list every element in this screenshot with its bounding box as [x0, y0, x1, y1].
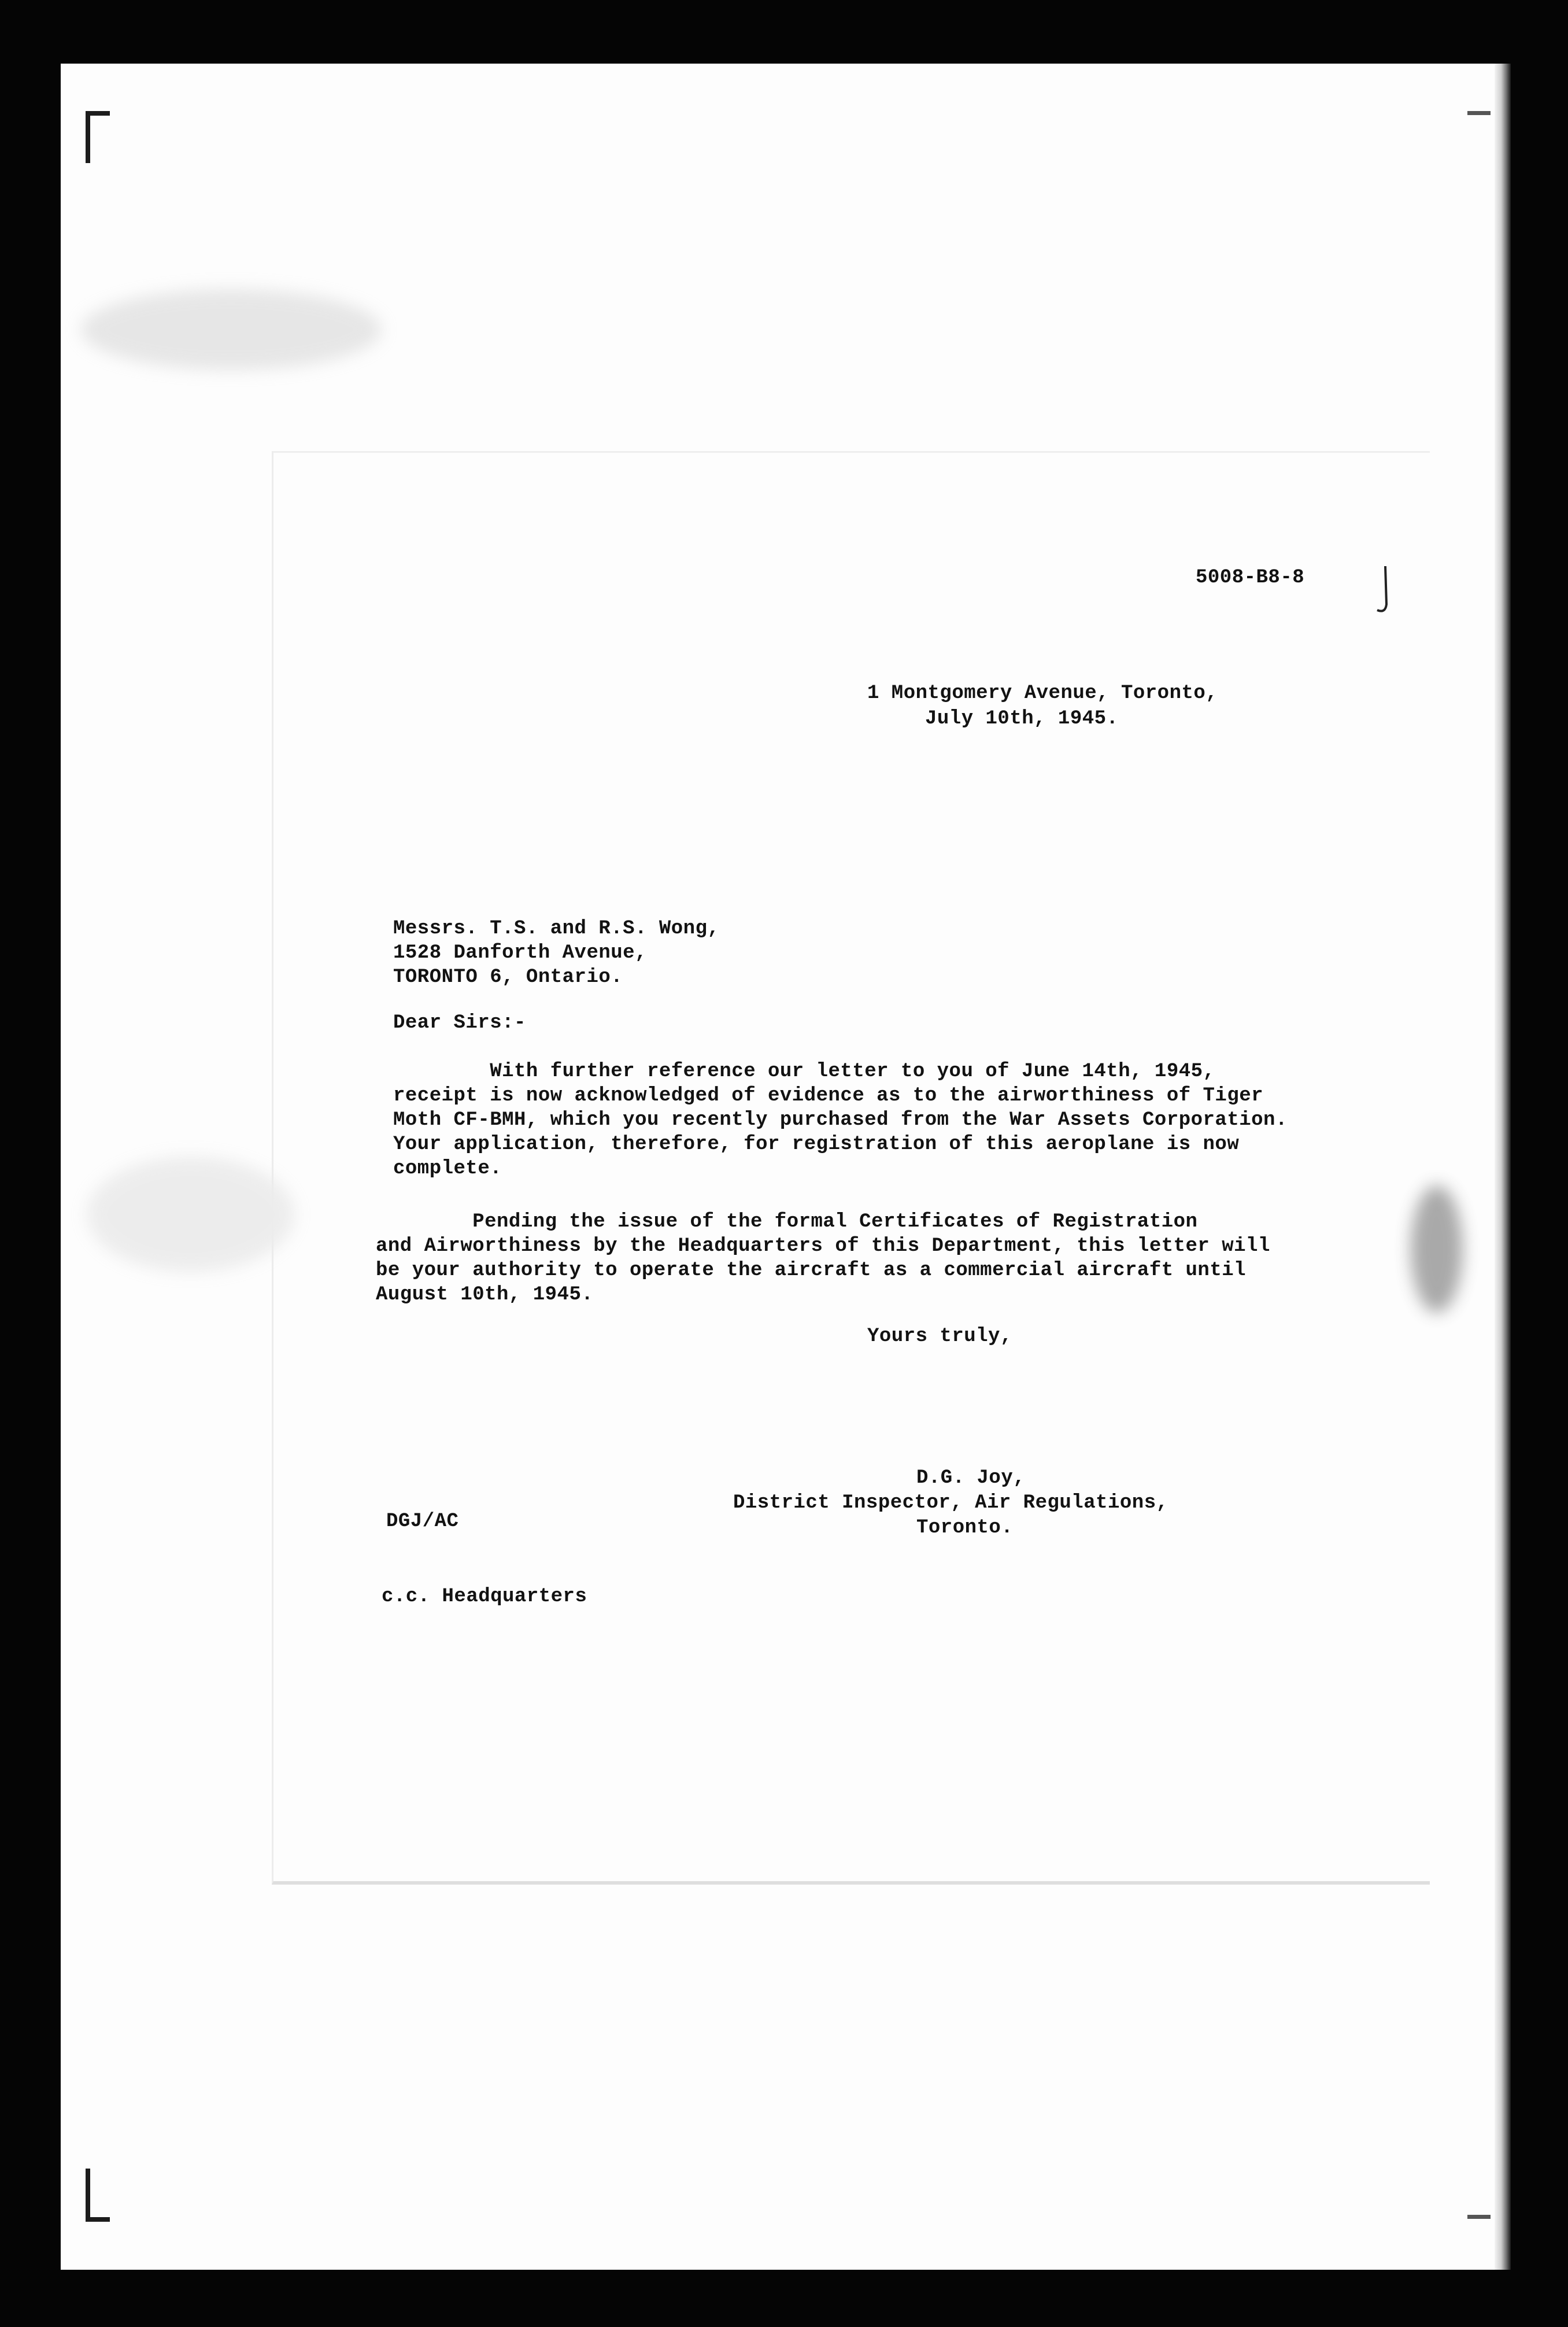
crop-mark-bottom-left	[86, 2217, 110, 2222]
crop-mark-top-left	[86, 111, 90, 163]
body-line: be your authority to operate the aircraft as a commercial aircraft until	[376, 1259, 1247, 1281]
salutation: Dear Sirs:-	[393, 1012, 526, 1034]
carbon-copy: c.c. Headquarters	[382, 1586, 587, 1608]
crop-mark-bottom-left	[86, 2169, 90, 2221]
body-paragraph-1	[393, 1059, 1288, 1181]
file-number: 5008-B8-8	[1196, 567, 1305, 589]
body-line: receipt is now acknowledged of evidence as to the airworthiness of Tiger	[393, 1085, 1264, 1107]
closing: Yours truly,	[867, 1325, 1012, 1347]
signatory-title: District Inspector, Air Regulations,	[733, 1492, 1168, 1514]
crop-mark-top-right	[1467, 111, 1491, 115]
recipient-line-2: 1528 Danforth Avenue,	[393, 942, 647, 964]
paper-smudge	[81, 289, 382, 370]
sheet-edge-shadow	[1495, 64, 1511, 2270]
pencil-check-mark	[1375, 564, 1392, 616]
reference-initials: DGJ/AC	[386, 1510, 459, 1532]
signatory-name: D.G. Joy,	[916, 1467, 1026, 1489]
recipient-line-3: TORONTO 6, Ontario.	[393, 966, 623, 988]
sender-address: 1 Montgomery Avenue, Toronto,	[867, 682, 1218, 704]
crop-mark-bottom-right	[1467, 2215, 1491, 2219]
body-line: Pending the issue of the formal Certificates of Registration	[376, 1211, 1198, 1233]
body-line: and Airworthiness by the Headquarters of this Department, this letter will	[376, 1235, 1270, 1257]
body-line: Moth CF-BMH, which you recently purchased from the War Assets Corporation.	[393, 1109, 1288, 1131]
body-paragraph-2	[376, 1210, 1270, 1307]
body-line: Your application, therefore, for registration of this aeroplane is now	[393, 1133, 1240, 1155]
body-line: With further reference our letter to you of June 14th, 1945,	[393, 1061, 1215, 1083]
letter-date: July 10th, 1945.	[925, 708, 1119, 730]
body-line: complete.	[393, 1158, 502, 1180]
paper-smudge	[87, 1157, 295, 1272]
signatory-city: Toronto.	[916, 1517, 1014, 1539]
body-line: August 10th, 1945.	[376, 1284, 594, 1306]
recipient-line-1: Messrs. T.S. and R.S. Wong,	[393, 918, 720, 940]
